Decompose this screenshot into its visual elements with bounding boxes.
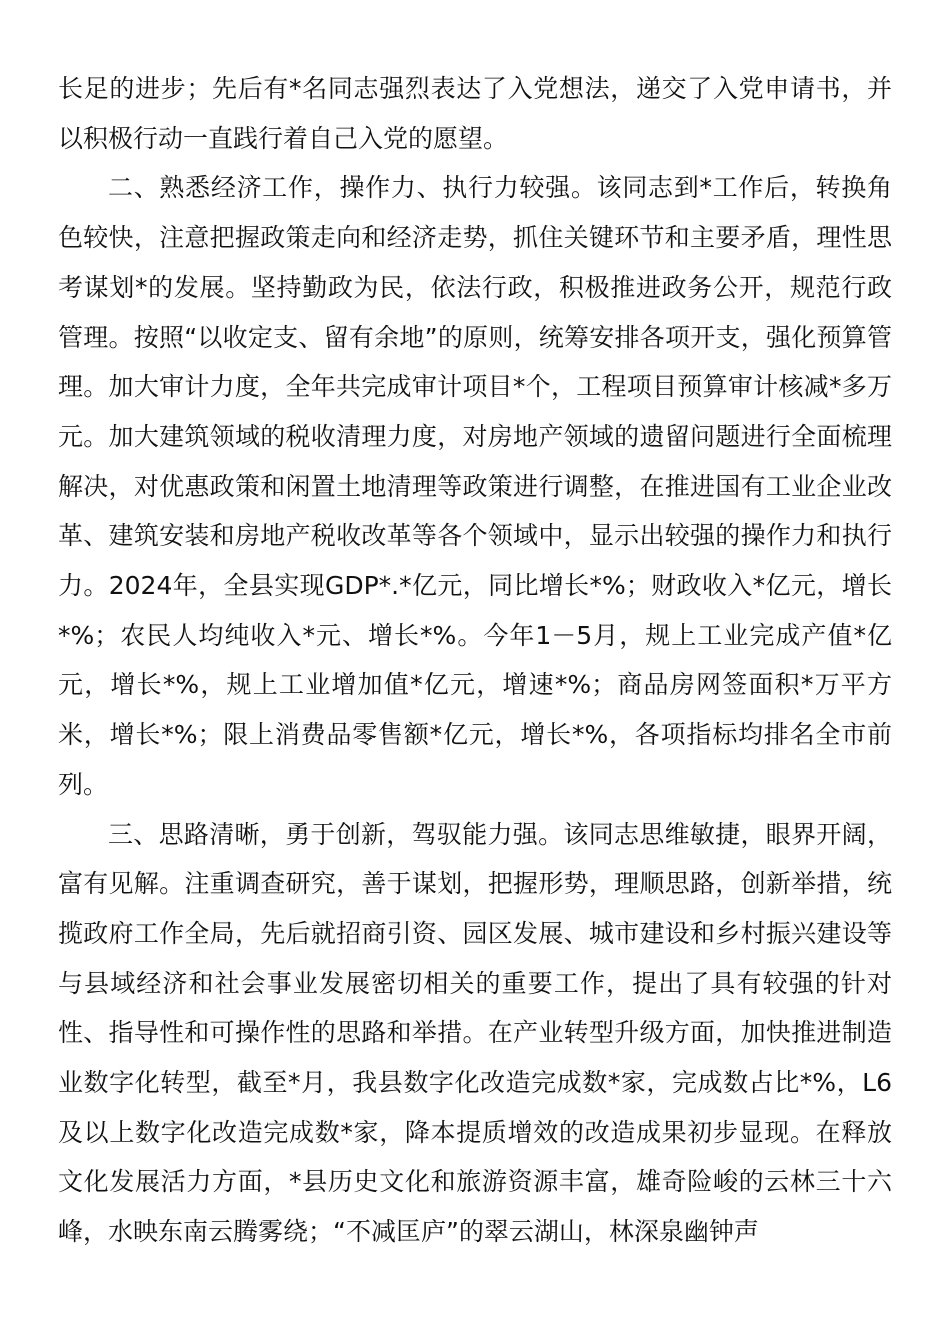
document-body	[58, 64, 892, 1257]
paragraph-economic-work: 二、熟悉经济工作，操作力、执行力较强。该同志到*工作后，转换角色较快，注意把握政策走向和经济走势，抓住关键环节和主要矛盾，理性思考谋划*的发展。坚持勤政为民，依法行政，积极推进政务公开，规范行政管理。按照“以收定支、留有余地”的原则，统筹安排各项开支，强化预算管理。加大审计力度，全年共完成审计项目*个，工程项目预算审计核减*多万元。加大建筑领域的税收清理力度，对房地产领域的遗留问题进行全面梳理解决，对优惠政策和闲置土地清理等政策进行调整，在推进国有工业企业改革、建筑安装和房地产税收改革等各个领域中，显示出较强的操作力和执行力。2024年，全县实现GDP*.*亿元，同比增长*%；财政收入*亿元，增长*%；农民人均纯收入*元、增长*%。今年1－5月，规上工业完成产值*亿元，增长*%，规上工业增加值*亿元，增速*%；商品房网签面积*万平方米，增长*%；限上消费品零售额*亿元，增长*%，各项指标均排名全市前列。	[58, 173, 892, 799]
paragraph-continuation: 长足的进步；先后有*名同志强烈表达了入党想法，递交了入党申请书，并以积极行动一直践行着自己入党的愿望。	[58, 74, 892, 153]
paragraph-clear-thinking: 三、思路清晰，勇于创新，驾驭能力强。该同志思维敏捷，眼界开阔，富有见解。注重调查研究，善于谋划，把握形势，理顺思路，创新举措，统揽政府工作全局，先后就招商引资、园区发展、城市建设和乡村振兴建设等与县域经济和社会事业发展密切相关的重要工作，提出了具有较强的针对性、指导性和可操作性的思路和举措。在产业转型升级方面，加快推进制造业数字化转型，截至*月，我县数字化改造完成数*家，完成数占比*%，L6及以上数字化改造完成数*家，降本提质增效的改造成果初步显现。在释放文化发展活力方面，*县历史文化和旅游资源丰富，雄奇险峻的云林三十六峰，水映东南云腾雾绕；“不减匡庐”的翠云湖山，林深泉幽钟声	[58, 819, 892, 1247]
